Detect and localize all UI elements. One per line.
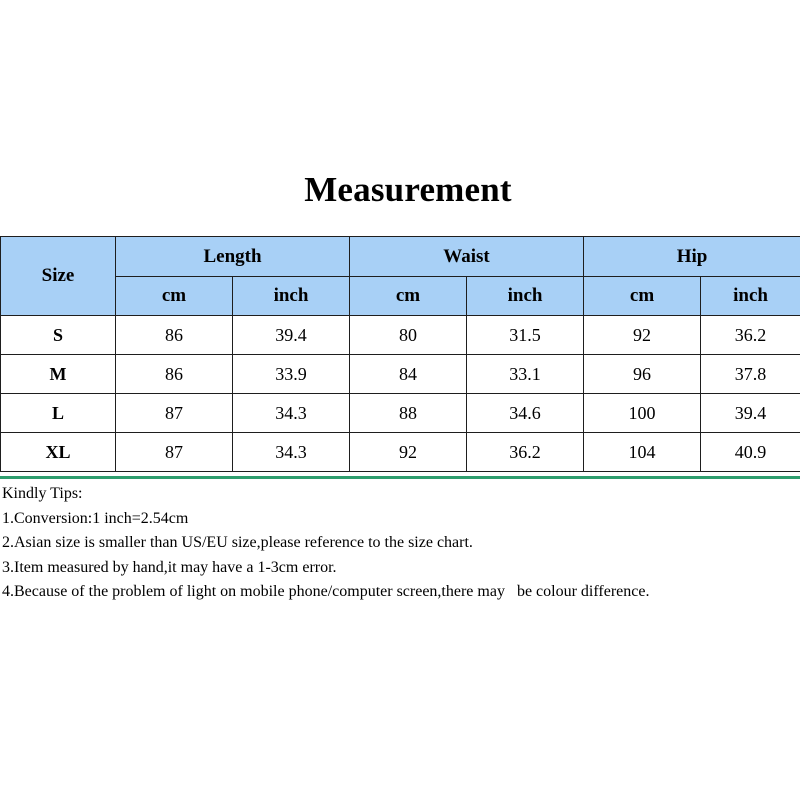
unit-header: inch bbox=[701, 277, 800, 316]
table-cell: 33.1 bbox=[467, 355, 584, 394]
table-cell: 34.3 bbox=[233, 433, 350, 472]
table-cell: 92 bbox=[584, 316, 701, 355]
table-cell: 84 bbox=[350, 355, 467, 394]
table-cell: 96 bbox=[584, 355, 701, 394]
table-cell: 39.4 bbox=[233, 316, 350, 355]
tip-item: 1.Conversion:1 inch=2.54cm bbox=[2, 509, 189, 527]
size-label: S bbox=[1, 316, 116, 355]
unit-header: inch bbox=[233, 277, 350, 316]
table-cell: 39.4 bbox=[701, 394, 800, 433]
unit-header: inch bbox=[467, 277, 584, 316]
group-header-waist: Waist bbox=[350, 237, 584, 277]
table-cell: 86 bbox=[116, 316, 233, 355]
table-cell: 34.3 bbox=[233, 394, 350, 433]
tip-item: 3.Item measured by hand,it may have a 1-3cm error. bbox=[2, 558, 337, 576]
table-cell: 33.9 bbox=[233, 355, 350, 394]
table-row bbox=[1, 316, 800, 355]
header-row-units bbox=[1, 277, 800, 316]
unit-header: cm bbox=[116, 277, 233, 316]
unit-header: cm bbox=[350, 277, 467, 316]
table-cell: 31.5 bbox=[467, 316, 584, 355]
table-row bbox=[1, 355, 800, 394]
table-row bbox=[1, 433, 800, 472]
size-label: L bbox=[1, 394, 116, 433]
table-row bbox=[1, 394, 800, 433]
group-header-length: Length bbox=[116, 237, 350, 277]
table-cell: 34.6 bbox=[467, 394, 584, 433]
page-title: Measurement bbox=[304, 170, 512, 209]
tip-item: 4.Because of the problem of light on mobile phone/computer screen,there may be colour difference. bbox=[2, 583, 650, 600]
table-cell: 92 bbox=[350, 433, 467, 472]
size-label: M bbox=[1, 355, 116, 394]
header-row-groups bbox=[1, 237, 800, 277]
tip-item: 2.Asian size is smaller than US/EU size,please reference to the size chart. bbox=[2, 534, 473, 551]
table-cell: 86 bbox=[116, 355, 233, 394]
tips-heading: Kindly Tips: bbox=[2, 485, 83, 502]
table-cell: 37.8 bbox=[701, 355, 800, 394]
kindly-tips bbox=[2, 482, 649, 605]
size-label: XL bbox=[1, 433, 116, 472]
table-cell: 80 bbox=[350, 316, 467, 355]
table-cell: 100 bbox=[584, 394, 701, 433]
group-header-hip: Hip bbox=[584, 237, 800, 277]
unit-header: cm bbox=[584, 277, 701, 316]
table-cell: 87 bbox=[116, 433, 233, 472]
table-cell: 104 bbox=[584, 433, 701, 472]
table-cell: 36.2 bbox=[467, 433, 584, 472]
table-cell: 40.9 bbox=[701, 433, 800, 472]
table-cell: 88 bbox=[350, 394, 467, 433]
table-cell: 36.2 bbox=[701, 316, 800, 355]
size-table bbox=[0, 236, 800, 472]
divider-line bbox=[0, 476, 800, 479]
size-header: Size bbox=[1, 237, 116, 316]
table-cell: 87 bbox=[116, 394, 233, 433]
